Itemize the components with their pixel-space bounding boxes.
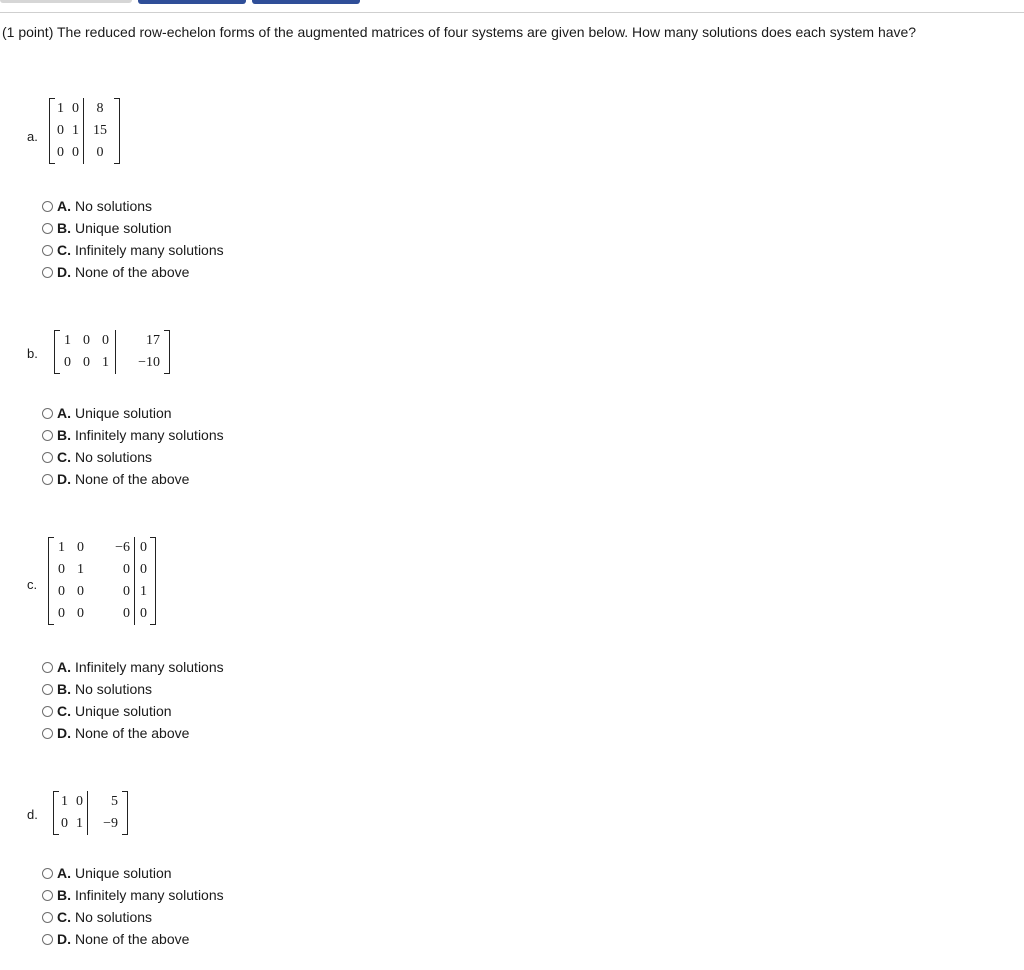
matrix-row (52, 537, 152, 559)
option-text: Infinitely many solutions (75, 887, 224, 903)
radio-button[interactable] (42, 912, 53, 923)
top-divider (0, 12, 1024, 13)
option-text: No solutions (75, 909, 153, 925)
radio-button[interactable] (42, 890, 53, 901)
matrix-cell: 1 (135, 581, 153, 603)
option-a[interactable] (42, 656, 224, 678)
matrix-cell: 0 (123, 562, 130, 577)
option-text: Infinitely many solutions (75, 242, 224, 258)
option-d[interactable] (42, 928, 224, 950)
option-c[interactable] (42, 446, 224, 468)
matrix-cell: 0 (135, 559, 153, 581)
matrix-cell: 0 (83, 333, 90, 348)
option-text: No solutions (75, 681, 153, 697)
question-prompt: (1 point) The reduced row-echelon forms of the augmented matrices of four systems are given below. How many solutions does each system have? (2, 24, 917, 40)
radio-button[interactable] (42, 245, 53, 256)
matrix-cell: 0 (123, 606, 130, 621)
matrix-row (57, 791, 124, 813)
matrix-cell: 1 (77, 562, 84, 577)
option-text: No solutions (75, 449, 153, 465)
matrix-cell: 1 (102, 355, 109, 370)
matrix-cell: 1 (61, 794, 68, 809)
tab-blue-2[interactable] (252, 0, 360, 4)
matrix-cell: −6 (115, 540, 130, 555)
matrix-cell: 0 (135, 537, 153, 559)
matrix-cell: 1 (72, 123, 79, 138)
option-a[interactable] (42, 402, 224, 424)
option-text: Infinitely many solutions (75, 659, 224, 675)
augmented-matrix (57, 791, 124, 835)
matrix-cell: 15 (84, 120, 117, 142)
option-letter: D. (57, 471, 71, 487)
matrix-cell: 0 (72, 145, 79, 160)
option-letter: A. (57, 198, 71, 214)
matrix-cell: −9 (88, 813, 125, 835)
matrix-row (57, 813, 124, 835)
top-tab-bar (0, 0, 1024, 12)
radio-button[interactable] (42, 267, 53, 278)
option-text: None of the above (75, 471, 190, 487)
matrix-row (58, 330, 166, 352)
matrix-cell: 0 (61, 816, 68, 831)
matrix-cell: 8 (84, 98, 117, 120)
option-letter: D. (57, 264, 71, 280)
option-d[interactable] (42, 722, 224, 744)
option-text: None of the above (75, 264, 190, 280)
matrix-cell: 0 (64, 355, 71, 370)
option-text: Unique solution (75, 405, 172, 421)
radio-button[interactable] (42, 728, 53, 739)
option-text: Unique solution (75, 703, 172, 719)
option-letter: C. (57, 703, 71, 719)
option-letter: C. (57, 909, 71, 925)
option-letter: B. (57, 887, 71, 903)
matrix-cell: 17 (116, 330, 167, 352)
matrix-cell: 0 (72, 101, 79, 116)
tab-blue-1[interactable] (138, 0, 246, 4)
part-label: c. (27, 577, 38, 592)
option-text: No solutions (75, 198, 153, 214)
matrix-cell: 0 (84, 142, 117, 164)
matrix-cell: 0 (58, 584, 65, 599)
matrix-cell: 5 (88, 791, 125, 813)
augmented-matrix (52, 537, 152, 625)
radio-button[interactable] (42, 868, 53, 879)
matrix-cell: 1 (57, 101, 64, 116)
option-text: None of the above (75, 725, 190, 741)
option-a[interactable] (42, 195, 224, 217)
option-b[interactable] (42, 678, 224, 700)
answer-options (42, 402, 224, 490)
radio-button[interactable] (42, 223, 53, 234)
option-a[interactable] (42, 862, 224, 884)
answer-options (42, 195, 224, 283)
left-bracket (54, 330, 60, 374)
matrix-cell: 0 (77, 606, 84, 621)
right-bracket (164, 330, 170, 374)
matrix-cell: −10 (116, 352, 167, 374)
option-letter: C. (57, 449, 71, 465)
option-letter: D. (57, 725, 71, 741)
matrix-row (53, 98, 116, 120)
matrix-row (58, 352, 166, 374)
option-letter: C. (57, 242, 71, 258)
part-label: d. (27, 807, 38, 822)
right-bracket (114, 98, 120, 164)
right-bracket (150, 537, 156, 625)
option-letter: B. (57, 427, 71, 443)
part-label: a. (27, 129, 38, 144)
matrix-cell: 0 (77, 540, 84, 555)
option-text: None of the above (75, 931, 190, 947)
matrix-row (53, 142, 116, 164)
left-bracket (49, 98, 55, 164)
matrix-row (52, 581, 152, 603)
radio-button[interactable] (42, 452, 53, 463)
option-c[interactable] (42, 906, 224, 928)
radio-button[interactable] (42, 430, 53, 441)
matrix-cell: 0 (57, 145, 64, 160)
matrix-cell: 1 (64, 333, 71, 348)
option-d[interactable] (42, 468, 224, 490)
option-letter: B. (57, 220, 71, 236)
matrix-row (53, 120, 116, 142)
right-bracket (122, 791, 128, 835)
option-b[interactable] (42, 424, 224, 446)
option-letter: A. (57, 865, 71, 881)
option-text: Unique solution (75, 220, 172, 236)
matrix-cell: 0 (102, 333, 109, 348)
matrix-cell: 0 (57, 123, 64, 138)
left-bracket (53, 791, 59, 835)
option-text: Unique solution (75, 865, 172, 881)
matrix-cell: 0 (58, 562, 65, 577)
option-letter: D. (57, 931, 71, 947)
option-c[interactable] (42, 700, 224, 722)
matrix-row (52, 559, 152, 581)
matrix-cell: 0 (76, 794, 83, 809)
option-b[interactable] (42, 884, 224, 906)
radio-button[interactable] (42, 474, 53, 485)
augmented-matrix (58, 330, 166, 374)
option-letter: B. (57, 681, 71, 697)
radio-button[interactable] (42, 408, 53, 419)
matrix-cell: 0 (58, 606, 65, 621)
matrix-cell: 0 (83, 355, 90, 370)
matrix-cell: 1 (76, 816, 83, 831)
matrix-cell: 0 (135, 603, 153, 625)
tab-gray[interactable] (0, 0, 132, 3)
radio-button[interactable] (42, 684, 53, 695)
radio-button[interactable] (42, 201, 53, 212)
answer-options (42, 656, 224, 744)
matrix-cell: 1 (58, 540, 65, 555)
option-text: Infinitely many solutions (75, 427, 224, 443)
option-d[interactable] (42, 261, 224, 283)
answer-options (42, 862, 224, 950)
augmented-matrix (53, 98, 116, 164)
radio-button[interactable] (42, 934, 53, 945)
left-bracket (48, 537, 54, 625)
radio-button[interactable] (42, 706, 53, 717)
part-label: b. (27, 346, 38, 361)
matrix-cell: 0 (123, 584, 130, 599)
matrix-cell: 0 (77, 584, 84, 599)
option-letter: A. (57, 405, 71, 421)
option-c[interactable] (42, 239, 224, 261)
matrix-row (52, 603, 152, 625)
option-letter: A. (57, 659, 71, 675)
option-b[interactable] (42, 217, 224, 239)
radio-button[interactable] (42, 662, 53, 673)
